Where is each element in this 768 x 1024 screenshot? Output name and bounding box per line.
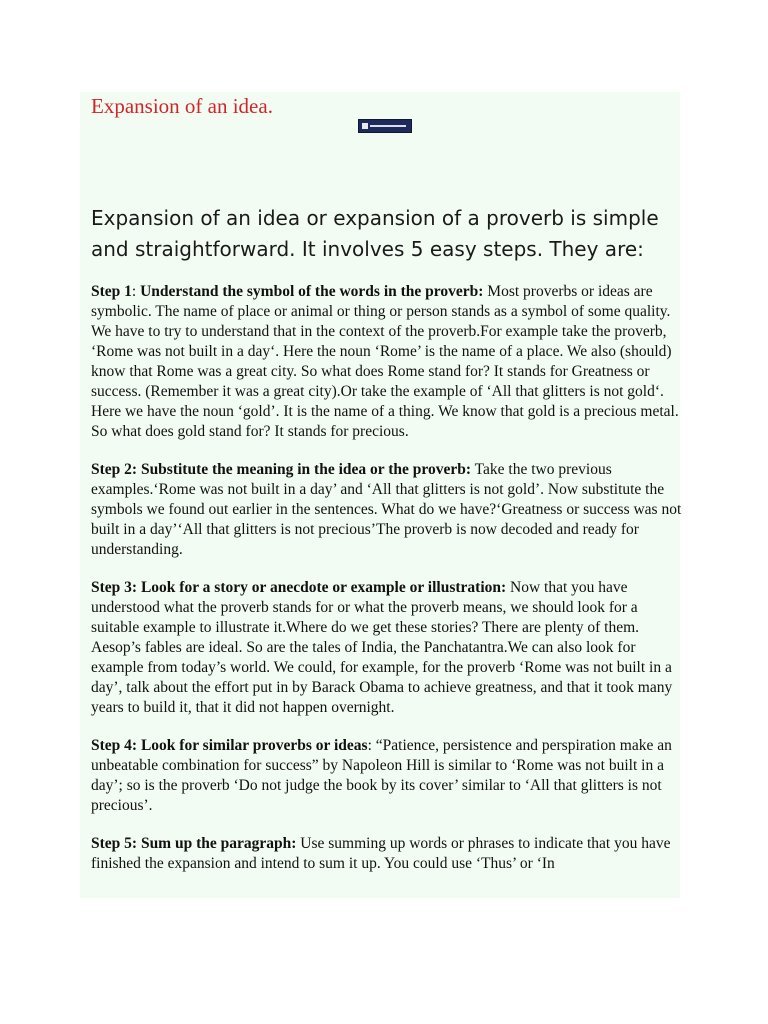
step-1-heading: Understand the symbol of the words in the proverb: xyxy=(140,283,484,300)
step-3-heading: Step 3: Look for a story or anecdote or example or illustration: xyxy=(91,579,507,596)
step-3 xyxy=(91,578,687,718)
step-3-text: Now that you have understood what the proverb stands for or what the proverb means, we should look for a suitable example to illustrate it.Where do we get these stories? There are plenty of them. Aesop’s fables are ideal. So are the tales of India, the Panchatantra.We can also look for example from today’s world. We could, for example, for the proverb ‘Rome was not built in a day’, talk about the effort put in by Barack Obama to achieve greatness, and that it took many years to build it, that it did not happen overnight. xyxy=(91,579,673,716)
step-5-text: Use summing up words or phrases to indicate that you have finished the expansion and intend to sum it up. You could use ‘Thus’ or ‘In xyxy=(91,835,671,872)
document-title: Expansion of an idea. xyxy=(91,94,273,118)
step-1 xyxy=(91,282,687,442)
step-5-heading: Step 5: Sum up the paragraph: xyxy=(91,835,297,852)
step-1-label: Step 1 xyxy=(91,283,132,300)
step-4-text: : “Patience, persistence and perspiration make an unbeatable combination for success” by Napoleon Hill is similar to ‘Rome was not built in a day’; so is the proverb ‘Do not judge the book by its cover’ similar to ‘All that glitters is not precious’. xyxy=(91,737,672,814)
step-2-text: Take the two previous examples.‘Rome was not built in a day’ and ‘All that glitters is not gold’. Now substitute the symbols we found out earlier in the sentences. What do we have?‘Greatness or success was not built in a day’‘All that glitters is not precious’The proverb is now decoded and ready for understanding. xyxy=(91,461,682,558)
step-1-text: Most proverbs or ideas are symbolic. The name of place or animal or thing or person stands as a symbol of some quality. We have to try to understand that in the context of the proverb.For example take the proverb, ‘Rome was not built in a day‘. Here the noun ‘Rome’ is the name of a place. We also (should) know that Rome was a great city. So what does Rome stand for? It stands for Greatness or success. (Remember it was a great city).Or take the example of ‘All that glitters is not gold‘. Here we have the noun ‘gold’. It is the name of a thing. We know that gold is a precious metal. So what does gold stand for? It stands for precious. xyxy=(91,283,679,440)
step-5 xyxy=(91,834,687,874)
intro-paragraph: Expansion of an idea or expansion of a proverb is simple and straightforward. It involves 5 easy steps. They are: xyxy=(91,206,659,261)
step-1-separator: : xyxy=(131,283,141,300)
publisher-logo xyxy=(358,119,412,133)
steps-list xyxy=(91,282,687,892)
step-2 xyxy=(91,460,687,560)
step-2-heading: Step 2: Substitute the meaning in the idea or the proverb: xyxy=(91,461,472,478)
step-4 xyxy=(91,736,687,816)
logo-icon xyxy=(360,121,410,131)
step-4-heading: Step 4: Look for similar proverbs or ideas xyxy=(91,737,368,754)
